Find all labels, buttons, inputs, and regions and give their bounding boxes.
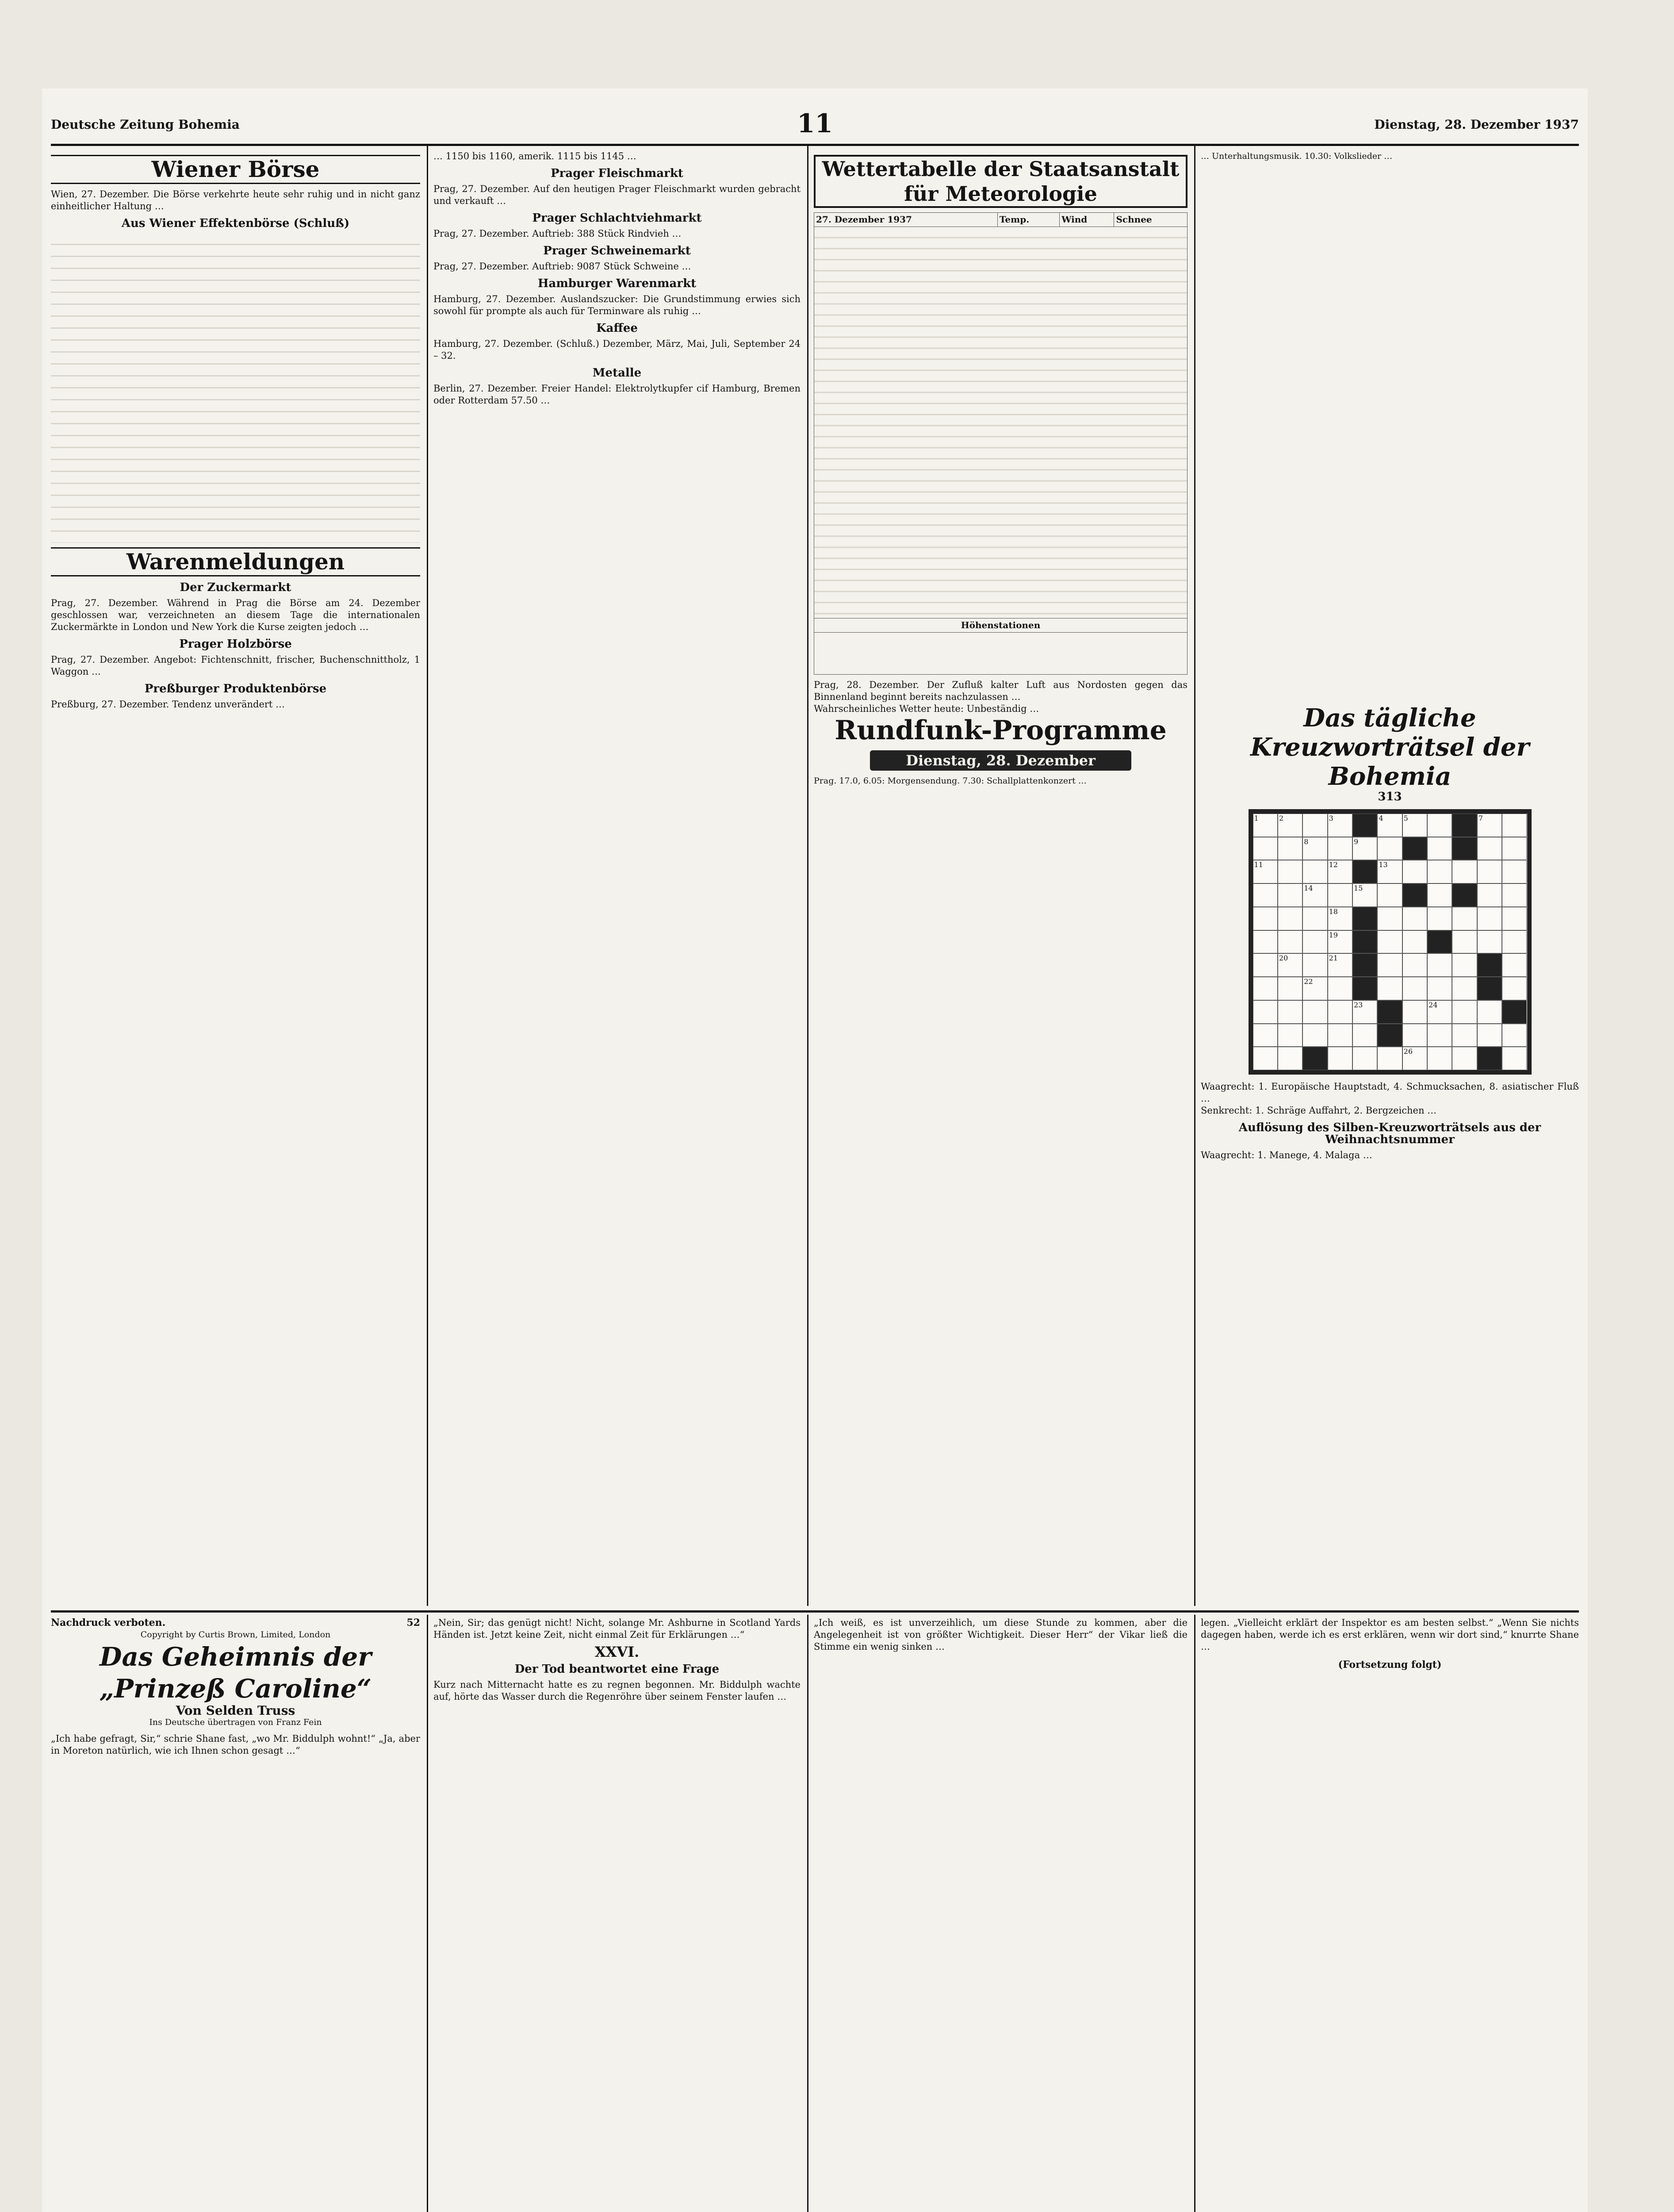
crossword-cell xyxy=(1328,1000,1352,1024)
crossword-black-cell xyxy=(1452,814,1477,837)
chapter-number: XXVI. xyxy=(594,1644,640,1660)
crossword-black-cell xyxy=(1452,837,1477,860)
crossword-cell xyxy=(1377,930,1402,954)
crossword-cell xyxy=(1477,907,1502,930)
issue-date: Dienstag, 28. Dezember 1937 xyxy=(1374,117,1579,132)
crossword-cell: 26 xyxy=(1402,1047,1427,1070)
kaffee-heading: Kaffee xyxy=(596,322,638,335)
section-rule xyxy=(51,1610,1579,1613)
col2-continued: … 1150 bis 1160, amerik. 1115 bis 1145 … xyxy=(433,151,636,161)
serial-column-2 xyxy=(433,1617,801,2212)
crossword-cell: 8 xyxy=(1302,837,1327,860)
crossword-cell: 5 xyxy=(1402,814,1427,837)
crossword-cell xyxy=(1328,837,1352,860)
crossword-cell xyxy=(1427,1047,1452,1070)
crossword-cell xyxy=(1253,883,1278,907)
crossword-cell: 14 xyxy=(1302,883,1327,907)
serial-notice-row xyxy=(51,1617,420,1629)
metalle-text: Berlin, 27. Dezember. Freier Handel: Elektrolytkupfer cif Hamburg, Bremen oder Rotterdam 57.50 … xyxy=(433,383,801,406)
crossword-cell: 24 xyxy=(1427,1000,1452,1024)
crossword-black-cell xyxy=(1502,1000,1527,1024)
crossword-cell xyxy=(1427,1024,1452,1047)
crossword-cell xyxy=(1278,837,1302,860)
crossword-cell: 7 xyxy=(1477,814,1502,837)
schweine-text: Prag, 27. Dezember. Auftrieb: 9087 Stück Schweine … xyxy=(433,261,691,272)
crossword-black-cell xyxy=(1377,1000,1402,1024)
solution-heading: Auflösung des Silben-Kreuzworträtsels aus der Weihnachtsnummer xyxy=(1238,1121,1541,1146)
crossword-cell: 20 xyxy=(1278,953,1302,977)
crossword-cell: 13 xyxy=(1377,860,1402,883)
crossword-cell: 19 xyxy=(1328,930,1352,954)
crossword-cell xyxy=(1502,953,1527,977)
fleisch-text: Prag, 27. Dezember. Auf den heutigen Prager Fleischmarkt wurden gebracht und verkauft … xyxy=(433,184,801,206)
crossword-cell xyxy=(1402,1000,1427,1024)
chapter-title: Der Tod beantwortet eine Frage xyxy=(514,1663,720,1676)
crossword-cell xyxy=(1278,1047,1302,1070)
crossword-black-cell xyxy=(1352,814,1377,837)
crossword-cell xyxy=(1278,977,1302,1000)
crossword-cell xyxy=(1302,953,1327,977)
crossword-cell xyxy=(1328,977,1352,1000)
page-header xyxy=(51,106,1579,142)
column-3 xyxy=(814,150,1188,1606)
effekten-heading: Aus Wiener Effektenbörse (Schluß) xyxy=(121,217,350,230)
crossword-cell xyxy=(1278,907,1302,930)
crossword-cell: 21 xyxy=(1328,953,1352,977)
crossword-cell xyxy=(1452,1024,1477,1047)
crossword-cell xyxy=(1377,977,1402,1000)
crossword-cell xyxy=(1402,930,1427,954)
crossword-across: Waagrecht: 1. Europäische Hauptstadt, 4. Schmucksachen, 8. asiatischer Fluß … xyxy=(1201,1081,1579,1104)
crossword-cell xyxy=(1253,1000,1278,1024)
crossword-black-cell xyxy=(1402,883,1427,907)
crossword-cell xyxy=(1402,860,1427,883)
radio-heading: Rundfunk-Programme xyxy=(835,715,1167,746)
crossword-cell xyxy=(1502,883,1527,907)
crossword-cell: 18 xyxy=(1328,907,1352,930)
crossword-cell: 9 xyxy=(1352,837,1377,860)
crossword-cell xyxy=(1427,814,1452,837)
crossword-cell xyxy=(1302,930,1327,954)
crossword-black-cell xyxy=(1477,1047,1502,1070)
crossword-cell xyxy=(1253,953,1278,977)
serial-column-4 xyxy=(1201,1617,1579,2212)
crossword-cell xyxy=(1427,837,1452,860)
crossword-cell xyxy=(1452,977,1477,1000)
weather-report: Prag, 28. Dezember. Der Zufluß kalter Luft aus Nordosten gegen das Binnenland beginnt bereits nachzulassen … xyxy=(814,680,1188,702)
radio-text: Prag. 17.0, 6.05: Morgensendung. 7.30: Schallplattenkonzert … xyxy=(814,776,1087,786)
crossword-cell: 3 xyxy=(1328,814,1352,837)
crossword-cell xyxy=(1302,1000,1327,1024)
crossword-black-cell xyxy=(1352,860,1377,883)
boerse-heading: Wiener Börse xyxy=(51,155,420,184)
crossword-cell xyxy=(1302,814,1327,837)
crossword-cell xyxy=(1502,907,1527,930)
holz-text: Prag, 27. Dezember. Angebot: Fichtenschnitt, frischer, Buchenschnittholz, 1 Waggon … xyxy=(51,654,420,677)
header-rule xyxy=(51,144,1579,146)
weather-high-rows xyxy=(814,633,1188,675)
crossword-cell xyxy=(1278,1024,1302,1047)
crossword-cell xyxy=(1452,860,1477,883)
crossword-grid xyxy=(1249,809,1532,1075)
produkten-heading: Preßburger Produktenbörse xyxy=(144,682,327,695)
crossword-cell xyxy=(1427,953,1452,977)
crossword-cell xyxy=(1477,860,1502,883)
weather-table xyxy=(814,212,1188,675)
serial-number: 52 xyxy=(406,1617,420,1628)
crossword-cell: 2 xyxy=(1278,814,1302,837)
boerse-text: Wien, 27. Dezember. Die Börse verkehrte heute sehr ruhig und in nicht ganz einheitlicher Haltung … xyxy=(51,189,420,211)
crossword-cell xyxy=(1427,977,1452,1000)
crossword-cell xyxy=(1427,860,1452,883)
crossword-cell xyxy=(1452,930,1477,954)
crossword-cell xyxy=(1502,930,1527,954)
stock-table xyxy=(51,233,420,543)
crossword-cell xyxy=(1253,930,1278,954)
crossword-heading: Das tägliche Kreuzworträtsel der Bohemia xyxy=(1250,703,1530,791)
serial-text-5: legen. „Vielleicht erklärt der Inspektor es am besten selbst.“ „Wenn Sie nichts dagegen haben, werde ich es erst erklären, wenn wir dort sind,“ knurrte Shane … xyxy=(1201,1617,1579,1652)
crossword-cell xyxy=(1502,860,1527,883)
serial-author: Von Selden Truss xyxy=(176,1703,295,1718)
crossword-cell xyxy=(1477,930,1502,954)
weather-forecast: Wahrscheinliches Wetter heute: Unbeständig … xyxy=(814,703,1039,714)
lower-rule-1 xyxy=(427,1615,428,2212)
crossword-cell xyxy=(1452,1000,1477,1024)
metalle-heading: Metalle xyxy=(592,366,642,380)
crossword-cell xyxy=(1253,1024,1278,1047)
crossword-cell xyxy=(1377,953,1402,977)
lower-rule-3 xyxy=(1194,1615,1195,2212)
crossword-black-cell xyxy=(1352,953,1377,977)
holz-heading: Prager Holzbörse xyxy=(179,637,292,651)
crossword-cell xyxy=(1328,1024,1352,1047)
solution-text: Waagrecht: 1. Manege, 4. Malaga … xyxy=(1201,1150,1372,1160)
weather-col-wind: Wind xyxy=(1060,213,1114,227)
crossword-cell xyxy=(1278,860,1302,883)
radio-continued: … Unterhaltungsmusik. 10.30: Volkslieder … xyxy=(1201,151,1393,161)
crossword-cell xyxy=(1477,883,1502,907)
crossword-cell xyxy=(1502,1024,1527,1047)
crossword-cell xyxy=(1278,883,1302,907)
crossword-black-cell xyxy=(1352,977,1377,1000)
crossword-cell xyxy=(1253,907,1278,930)
crossword-cell xyxy=(1377,837,1402,860)
column-1 xyxy=(51,150,420,1606)
crossword-black-cell xyxy=(1427,930,1452,954)
crossword-number: 313 xyxy=(1378,790,1402,803)
crossword-cell xyxy=(1302,907,1327,930)
copyright-line: Copyright by Curtis Brown, Limited, London xyxy=(140,1630,331,1640)
crossword-down: Senkrecht: 1. Schräge Auffahrt, 2. Bergzeichen … xyxy=(1201,1105,1437,1116)
serial-column-1 xyxy=(51,1617,420,2212)
serial-text-4: „Ich weiß, es ist unverzeihlich, um diese Stunde zu kommen, aber die Angelegenheit ist von größter Wichtigkeit. Dieser Herr“ der Vikar ließ die Stimme ein wenig sinken … xyxy=(814,1617,1188,1652)
fleisch-heading: Prager Fleischmarkt xyxy=(551,167,683,180)
crossword-cell xyxy=(1502,1047,1527,1070)
crossword-cell: 12 xyxy=(1328,860,1352,883)
serial-text-3: Kurz nach Mitternacht hatte es zu regnen begonnen. Mr. Biddulph wachte auf, hörte das Wasser durch die Regenröhre über seinem Fenster laufen … xyxy=(433,1679,801,1702)
crossword-cell xyxy=(1427,907,1452,930)
crossword-black-cell xyxy=(1477,977,1502,1000)
lower-rule-2 xyxy=(807,1615,808,2212)
crossword-cell: 1 xyxy=(1253,814,1278,837)
weather-col-snow: Schnee xyxy=(1114,213,1188,227)
crossword-black-cell xyxy=(1477,953,1502,977)
crossword-cell xyxy=(1253,837,1278,860)
crossword-cell: 22 xyxy=(1302,977,1327,1000)
serial-text-1: „Ich habe gefragt, Sir,“ schrie Shane fast, „wo Mr. Biddulph wohnt!“ „Ja, aber in Moreton natürlich, wie ich Ihnen schon gesagt …“ xyxy=(51,1733,420,1756)
weather-heading: Wettertabelle der Staatsanstalt für Meteorologie xyxy=(814,155,1188,208)
weather-date: 27. Dezember 1937 xyxy=(814,213,998,227)
crossword-cell xyxy=(1377,883,1402,907)
crossword-cell xyxy=(1452,907,1477,930)
hamburg-heading: Hamburger Warenmarkt xyxy=(537,277,697,290)
crossword-cell xyxy=(1278,930,1302,954)
masthead-left: Deutsche Zeitung Bohemia xyxy=(51,117,240,132)
serial-title: Das Geheimnis der „Prinzeß Caroline“ xyxy=(99,1642,372,1704)
page-number: 11 xyxy=(797,108,833,138)
weather-footer: Höhenstationen xyxy=(814,618,1188,633)
schlachtvieh-heading: Prager Schlachtviehmarkt xyxy=(532,211,702,225)
warenmeldungen-heading: Warenmeldungen xyxy=(51,547,420,576)
crossword-cell xyxy=(1328,1047,1352,1070)
newspaper-page xyxy=(42,88,1588,2212)
weather-col-temp: Temp. xyxy=(997,213,1059,227)
radio-date: Dienstag, 28. Dezember xyxy=(870,750,1132,771)
kaffee-text: Hamburg, 27. Dezember. (Schluß.) Dezember, März, Mai, Juli, September 24 – 32. xyxy=(433,338,801,361)
crossword-cell xyxy=(1502,837,1527,860)
to-be-continued: (Fortsetzung folgt) xyxy=(1338,1659,1442,1671)
crossword-black-cell xyxy=(1352,907,1377,930)
schweine-heading: Prager Schweinemarkt xyxy=(543,244,691,257)
serial-translator: Ins Deutsche übertragen von Franz Fein xyxy=(149,1717,322,1727)
crossword-cell xyxy=(1253,1047,1278,1070)
crossword-cell xyxy=(1377,907,1402,930)
crossword-cell xyxy=(1402,953,1427,977)
crossword-cell xyxy=(1477,1024,1502,1047)
crossword-cell xyxy=(1452,953,1477,977)
crossword-cell: 15 xyxy=(1352,883,1377,907)
column-2 xyxy=(433,150,801,1606)
hamburg-text: Hamburg, 27. Dezember. Auslandszucker: Die Grundstimmung erwies sich sowohl für prompte als auch für Terminware als ruhig … xyxy=(433,294,801,316)
crossword-cell xyxy=(1352,1024,1377,1047)
crossword-black-cell xyxy=(1352,930,1377,954)
crossword-cell xyxy=(1502,977,1527,1000)
crossword-cell xyxy=(1477,1000,1502,1024)
serial-column-3 xyxy=(814,1617,1188,2212)
crossword-cell: 23 xyxy=(1352,1000,1377,1024)
crossword-cell xyxy=(1253,977,1278,1000)
crossword-cell xyxy=(1427,883,1452,907)
crossword-cell xyxy=(1452,1047,1477,1070)
reprint-notice: Nachdruck verboten. xyxy=(51,1617,166,1628)
column-rule-1 xyxy=(427,146,428,1606)
serial-text-2: „Nein, Sir; das genügt nicht! Nicht, solange Mr. Ashburne in Scotland Yards Händen ist. Jetzt keine Zeit, nicht einmal Zeit für Erklärungen …“ xyxy=(433,1617,801,1640)
crossword-black-cell xyxy=(1302,1047,1327,1070)
column-rule-3 xyxy=(1194,146,1195,1606)
crossword-cell xyxy=(1502,814,1527,837)
zucker-text: Prag, 27. Dezember. Während in Prag die Börse am 24. Dezember geschlossen war, verzeichneten an diesem Tage die internationalen Zuckermärkte in London und New York die Kurse zeigten jedoch … xyxy=(51,598,420,632)
weather-rows xyxy=(814,227,1188,618)
crossword-black-cell xyxy=(1452,883,1477,907)
crossword-black-cell xyxy=(1377,1024,1402,1047)
crossword-cell xyxy=(1328,883,1352,907)
schlachtvieh-text: Prag, 27. Dezember. Auftrieb: 388 Stück Rindvieh … xyxy=(433,228,682,239)
column-4 xyxy=(1201,150,1579,1606)
crossword-cell xyxy=(1302,860,1327,883)
crossword-cell xyxy=(1477,837,1502,860)
crossword-cell xyxy=(1377,1047,1402,1070)
crossword-cell xyxy=(1402,1024,1427,1047)
column-rule-2 xyxy=(807,146,808,1606)
zucker-heading: Der Zuckermarkt xyxy=(180,581,291,594)
crossword-cell xyxy=(1402,907,1427,930)
crossword-cell xyxy=(1352,1047,1377,1070)
crossword-cell: 11 xyxy=(1253,860,1278,883)
crossword-cell xyxy=(1402,977,1427,1000)
crossword-cell xyxy=(1278,1000,1302,1024)
crossword-cell: 4 xyxy=(1377,814,1402,837)
crossword-cell xyxy=(1302,1024,1327,1047)
produkten-text: Preßburg, 27. Dezember. Tendenz unverändert … xyxy=(51,699,285,710)
crossword-black-cell xyxy=(1402,837,1427,860)
